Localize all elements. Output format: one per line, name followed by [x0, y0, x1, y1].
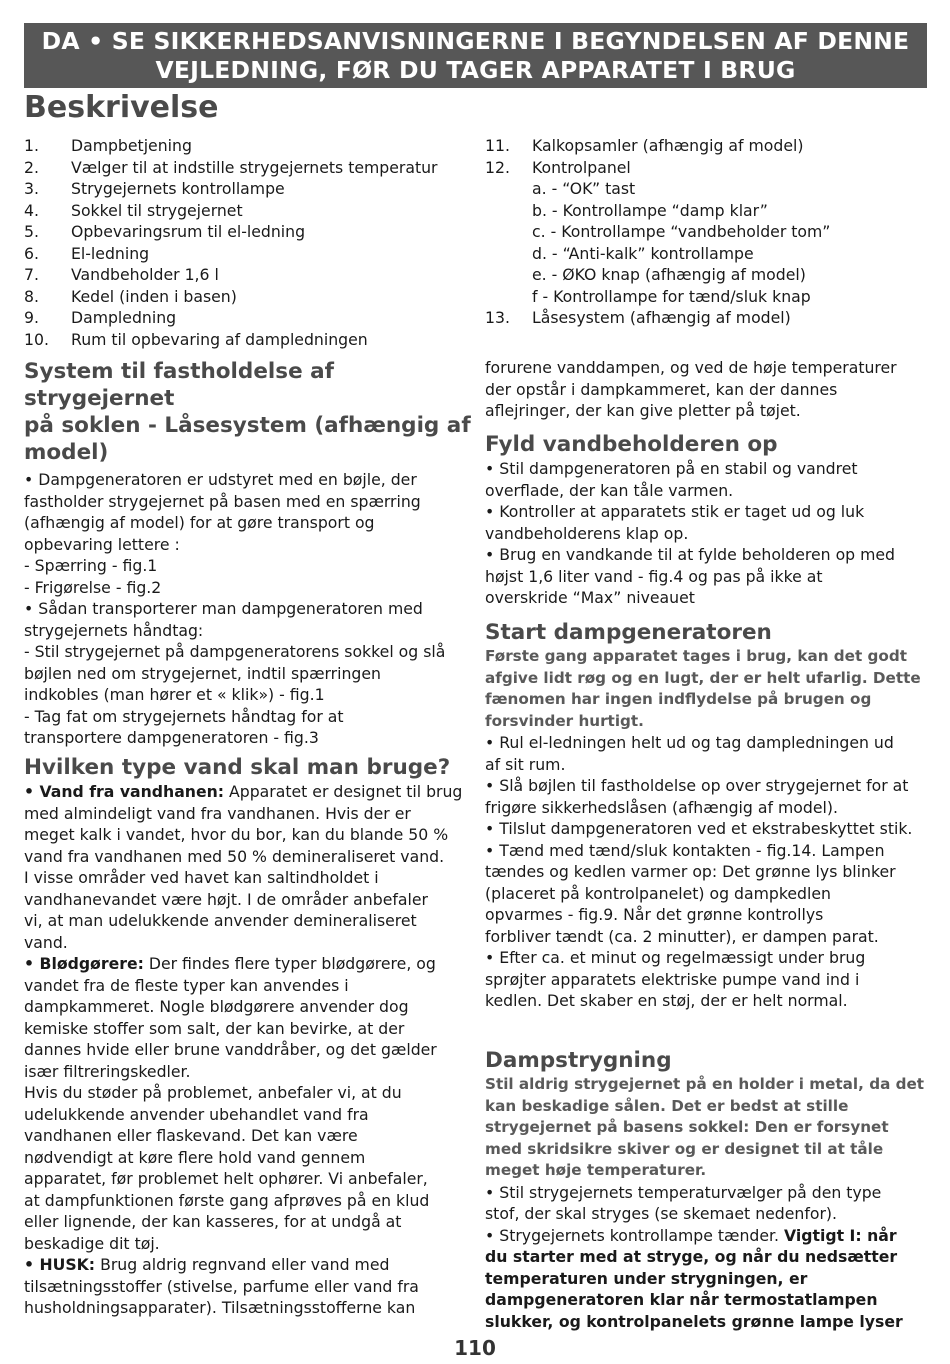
start-generator-section: [485, 619, 930, 1012]
bullet-item: • Efter ca. et minut og regelmæssigt under brug sprøjter apparatets elektriske pumpe vand ind i kedlen. Det skaber en støj, der er helt normal.: [485, 948, 866, 1010]
sublist-item: f - Kontrollampe for tænd/sluk knap: [532, 286, 811, 306]
list-item: 4. Sokkel til strygejernet: [24, 200, 243, 220]
list-item: 6. El-ledning: [24, 243, 150, 263]
section-heading-steam: Dampstrygning: [485, 1048, 672, 1073]
list-item: 8. Kedel (inden i basen): [24, 286, 237, 306]
list-item: 5. Opbevaringsrum til el-ledning: [24, 222, 306, 241]
list-item: 12. Kontrolpanel: [485, 157, 631, 177]
bullet-item: • Kontroller at apparatets stik er taget ud og luk vandbeholderens klap op.: [485, 502, 865, 543]
safety-banner: [24, 23, 927, 88]
banner-line-2: VEJLEDNING, FØR DU TAGER APPARATET I BRUG: [155, 56, 796, 84]
bullet-item: • Strygejernets kontrollampe tænder. Vigtigt I: når du starter med at stryge, og når du nedsætter temperaturen under strygningen, er dampgeneratoren klar når termostatlampen slukker, og kontrolpanelets grønne lampe lyser: [485, 1225, 903, 1331]
page-title: Beskrivelse: [24, 90, 219, 125]
list-item: 10. Rum til opbevaring af dampledningen: [24, 329, 368, 349]
section-heading-start: Start dampgeneratoren: [485, 620, 772, 645]
sublist-item: a. - “OK” tast: [532, 179, 636, 198]
paragraph-tap-water: • Vand fra vandhanen: Apparatet er designet til brug med almindeligt vand fra vandhanen. Hvis der er meget kalk i vandet, hvor du bor, kan du blande 50 % vand fra vandhanen med 50 % demineraliseret vand. I visse områder ved havet kan saltindholdet i vandhanevandet være højt. I de områder anbefaler vi, at man udelukkende anvender demineraliseret vand.: [24, 782, 463, 952]
section-heading-fill: Fyld vandbeholderen op: [485, 432, 778, 457]
sublist-item: b. - Kontrollampe “damp klar”: [532, 200, 768, 220]
section-heading-lock: System til fastholdelse af strygejernet på soklen - Låsesystem (afhængig af model): [24, 359, 471, 465]
important-note: Vigtigt I: når: [784, 1225, 897, 1245]
sublist-item: e. - ØKO knap (afhængig af model): [532, 265, 806, 284]
dash-item: - Stil strygejernet på dampgeneratorens sokkel og slå bøjlen ned om strygejernet, indtil spærringen indkobles (man hører et « klik») - fig.1: [24, 642, 446, 704]
continuation-paragraph: forurene vanddampen, og ved de høje temperaturer der opstår i dampkammeret, kan der dannes aflejringer, der kan give pletter på tøjet.: [485, 358, 897, 420]
sublist-item: c. - Kontrollampe “vandbeholder tom”: [532, 222, 831, 241]
bullet-item: • Tænd med tænd/sluk kontakten - fig.14. Lampen tændes og kedlen varmer op: Det grønne lys blinker (placeret på kontrolpanelet) og dampkedlen opvarmes - fig.9. Når det grønne kontrollys forbliver tændt (ca. 2 minutter), er dampen parat.: [485, 840, 896, 946]
section-heading-water: Hvilken type vand skal man bruge?: [24, 755, 451, 780]
banner-line-1: DA • SE SIKKERHEDSANVISNINGERNE I BEGYNDELSEN AF DENNE: [41, 27, 910, 55]
dash-item: - Spærring - fig.1: [24, 556, 158, 575]
bullet-item: • Stil strygejernets temperaturvælger på den type stof, der skal stryges (se skemaet nedenfor).: [485, 1182, 882, 1223]
bullet-item: • Brug en vandkande til at fylde beholderen op med højst 1,6 liter vand - fig.4 og pas på ikke at overskride “Max” niveauet: [485, 545, 896, 607]
list-item: 13. Låsesystem (afhængig af model): [485, 308, 791, 327]
start-intro: Første gang apparatet tages i brug, kan det godt afgive lidt røg og en lugt, der er helt ufarlig. Dette fænomen har ingen indflydelse på brugen og forsvinder hurtigt.: [485, 647, 921, 730]
parts-list-left: [24, 135, 474, 350]
list-item: 11. Kalkopsamler (afhængig af model): [485, 136, 804, 155]
paragraph-remember: • HUSK: Brug aldrig regnvand eller vand med tilsætningsstoffer (stivelse, parfume eller vand fra husholdningsapparater). Tilsætningsstofferne kan: [24, 1255, 419, 1317]
control-panel-sublist: [485, 178, 930, 307]
tap-water-label: • Vand fra vandhanen:: [24, 782, 225, 801]
bullet-item: • Tilslut dampgeneratoren ved et ekstrabeskyttet stik.: [485, 819, 913, 838]
remember-label: • HUSK:: [24, 1255, 96, 1274]
paragraph-softeners: • Blødgørere: Der findes flere typer blødgørere, og vandet fra de fleste typer kan anvendes i dampkammeret. Nogle blødgørere anvender dog kemiske stoffer som salt, der kan bevirke, at der dannes hvide eller brune vanddråber, og det gælder især filtreringskedler. Hvis du støder på problemet, anbefaler vi, at du udelukkende anvender ubehandlet vand fra vandhanen eller flaskevand. Det kan være nødvendigt at køre flere hold vand gennem apparatet, før problemet helt ophører. Vi anbefaler, at dampfunktionen første gang afprøves på en klud eller lignende, der kan kasseres, for at undgå at beskadige dit tøj.: [24, 954, 437, 1253]
steam-ironing-section: [485, 1047, 930, 1332]
water-type-section: [24, 754, 474, 1319]
lock-system-section: [24, 358, 474, 749]
bullet-item: • Rul el-ledningen helt ud og tag dampledningen ud af sit rum.: [485, 733, 894, 774]
bullet-item: • Dampgeneratoren er udstyret med en bøjle, der fastholder strygejernet på basen med en spærring (afhængig af model) for at gøre transport og opbevaring lettere :: [24, 470, 421, 554]
softeners-label: • Blødgørere:: [24, 954, 144, 973]
bullet-item: • Slå bøjlen til fastholdelse op over strygejernet for at frigøre sikkerhedslåsen (afhængig af model).: [485, 776, 909, 817]
list-item: 1. Dampbetjening: [24, 136, 192, 155]
page-number: 110: [454, 1336, 496, 1360]
dash-item: - Tag fat om strygejernets håndtag for at transportere dampgeneratoren - fig.3: [24, 706, 344, 747]
list-item: 3. Strygejernets kontrollampe: [24, 179, 285, 198]
parts-list-right: [485, 135, 930, 329]
fill-tank-section: [485, 431, 930, 609]
bullet-item: • Sådan transporterer man dampgeneratoren med strygejernets håndtag:: [24, 599, 423, 640]
dash-item: - Frigørelse - fig.2: [24, 577, 162, 597]
list-item: 9. Dampledning: [24, 308, 177, 327]
list-item: 7. Vandbeholder 1,6 l: [24, 265, 219, 284]
list-item: 2. Vælger til at indstille strygejernets temperatur: [24, 157, 438, 177]
steam-intro: Stil aldrig strygejernet på en holder i metal, da det kan beskadige sålen. Det er bedst at stille strygejernet på basens sokkel: Den er forsynet med skridsikre skiver og er designet til at tåle meget høje temperaturer.: [485, 1075, 925, 1179]
sublist-item: d. - “Anti-kalk” kontrollampe: [532, 243, 754, 263]
bullet-item: • Stil dampgeneratoren på en stabil og vandret overflade, der kan tåle varmen.: [485, 459, 858, 500]
